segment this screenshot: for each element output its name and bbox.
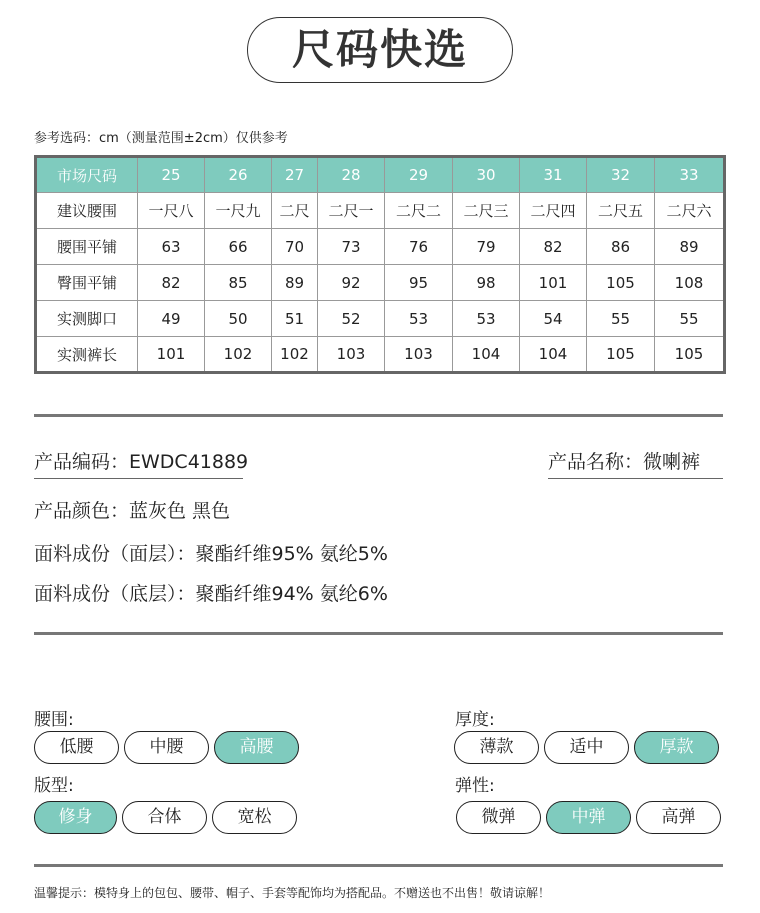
table-cell: 73 xyxy=(318,229,385,265)
table-cell: 二尺五 xyxy=(587,193,655,229)
table-cell: 98 xyxy=(453,265,520,301)
waist-label: 腰围: xyxy=(34,710,74,730)
table-row xyxy=(36,265,725,301)
table-cell: 二尺二 xyxy=(385,193,453,229)
elasticity-option-medium[interactable]: 中弹 xyxy=(546,801,631,834)
row-label: 实测脚口 xyxy=(36,301,138,337)
table-cell: 102 xyxy=(272,337,318,373)
fabric-face: 面料成份（面层）：聚酯纤维95% 氨纶5% xyxy=(34,543,388,565)
table-row xyxy=(36,193,725,229)
elasticity-option-high[interactable]: 高弹 xyxy=(636,801,721,834)
table-cell: 101 xyxy=(520,265,587,301)
waist-option-low[interactable]: 低腰 xyxy=(34,731,119,764)
header-cell: 33 xyxy=(655,157,725,193)
table-row xyxy=(36,229,725,265)
table-cell: 86 xyxy=(587,229,655,265)
table-cell: 49 xyxy=(138,301,205,337)
table-cell: 89 xyxy=(655,229,725,265)
table-cell: 85 xyxy=(205,265,272,301)
table-cell: 82 xyxy=(138,265,205,301)
header-cell: 30 xyxy=(453,157,520,193)
product-code: 产品编码：EWDC41889 xyxy=(34,451,249,473)
row-label: 建议腰围 xyxy=(36,193,138,229)
table-cell: 二尺 xyxy=(272,193,318,229)
thickness-option-medium[interactable]: 适中 xyxy=(544,731,629,764)
table-cell: 51 xyxy=(272,301,318,337)
header-cell: 市场尺码 xyxy=(36,157,138,193)
table-cell: 104 xyxy=(520,337,587,373)
table-cell: 二尺四 xyxy=(520,193,587,229)
row-label: 实测裤长 xyxy=(36,337,138,373)
section-divider xyxy=(34,864,723,867)
size-chart-table xyxy=(34,155,726,374)
header-cell: 31 xyxy=(520,157,587,193)
table-cell: 105 xyxy=(587,265,655,301)
table-cell: 二尺六 xyxy=(655,193,725,229)
fit-option-loose[interactable]: 宽松 xyxy=(212,801,297,834)
table-cell: 82 xyxy=(520,229,587,265)
waist-option-high[interactable]: 高腰 xyxy=(214,731,299,764)
table-cell: 66 xyxy=(205,229,272,265)
table-cell: 二尺三 xyxy=(453,193,520,229)
page-title: 尺码快选 xyxy=(291,25,468,74)
fit-label: 版型: xyxy=(34,776,74,796)
table-cell: 53 xyxy=(453,301,520,337)
fit-option-slim[interactable]: 修身 xyxy=(34,801,117,834)
table-cell: 53 xyxy=(385,301,453,337)
table-cell: 108 xyxy=(655,265,725,301)
product-color: 产品颜色：蓝灰色 黑色 xyxy=(34,500,231,522)
table-cell: 50 xyxy=(205,301,272,337)
section-divider xyxy=(34,632,723,635)
table-row xyxy=(36,301,725,337)
table-cell: 79 xyxy=(453,229,520,265)
table-cell: 70 xyxy=(272,229,318,265)
table-cell: 101 xyxy=(138,337,205,373)
fabric-base: 面料成份（底层）：聚酯纤维94% 氨纶6% xyxy=(34,583,388,605)
thickness-label: 厚度: xyxy=(455,710,495,730)
header-cell: 29 xyxy=(385,157,453,193)
size-table-header-row xyxy=(36,157,725,193)
table-cell: 103 xyxy=(318,337,385,373)
table-cell: 63 xyxy=(138,229,205,265)
header-cell: 32 xyxy=(587,157,655,193)
elasticity-label: 弹性: xyxy=(455,776,495,796)
elasticity-option-slight[interactable]: 微弹 xyxy=(456,801,541,834)
table-cell: 102 xyxy=(205,337,272,373)
warm-tip: 温馨提示：模特身上的包包、腰带、帽子、手套等配饰均为搭配品。不赠送也不出售！敬请谅解！ xyxy=(34,886,551,900)
thickness-option-thin[interactable]: 薄款 xyxy=(454,731,539,764)
table-cell: 103 xyxy=(385,337,453,373)
title-banner xyxy=(247,17,513,83)
table-cell: 95 xyxy=(385,265,453,301)
row-label: 臀围平铺 xyxy=(36,265,138,301)
table-cell: 一尺八 xyxy=(138,193,205,229)
table-cell: 一尺九 xyxy=(205,193,272,229)
table-cell: 105 xyxy=(655,337,725,373)
header-cell: 27 xyxy=(272,157,318,193)
table-cell: 55 xyxy=(587,301,655,337)
table-cell: 76 xyxy=(385,229,453,265)
product-name-underline xyxy=(548,478,723,479)
table-cell: 104 xyxy=(453,337,520,373)
table-cell: 52 xyxy=(318,301,385,337)
table-row xyxy=(36,337,725,373)
table-cell: 55 xyxy=(655,301,725,337)
table-cell: 54 xyxy=(520,301,587,337)
fit-option-regular[interactable]: 合体 xyxy=(122,801,207,834)
header-cell: 28 xyxy=(318,157,385,193)
thickness-option-thick[interactable]: 厚款 xyxy=(634,731,719,764)
product-name: 产品名称：微喇裤 xyxy=(548,451,701,473)
table-cell: 89 xyxy=(272,265,318,301)
table-cell: 105 xyxy=(587,337,655,373)
product-code-underline xyxy=(34,478,243,479)
reference-note: 参考选码：cm（测量范围±2cm）仅供参考 xyxy=(34,131,288,146)
waist-option-mid[interactable]: 中腰 xyxy=(124,731,209,764)
table-cell: 二尺一 xyxy=(318,193,385,229)
table-cell: 92 xyxy=(318,265,385,301)
section-divider xyxy=(34,414,723,417)
row-label: 腰围平铺 xyxy=(36,229,138,265)
header-cell: 26 xyxy=(205,157,272,193)
header-cell: 25 xyxy=(138,157,205,193)
